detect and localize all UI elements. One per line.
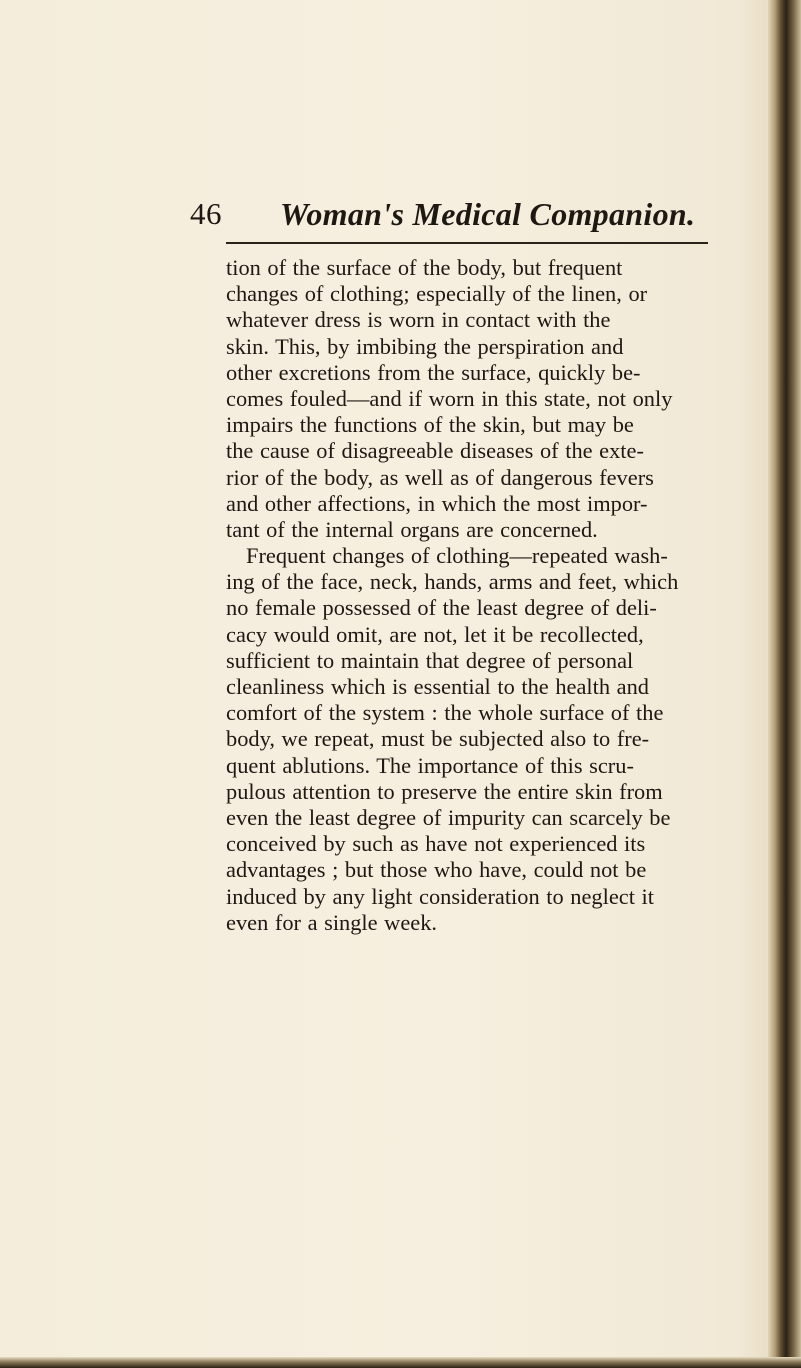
page-bottom-edge bbox=[0, 1357, 801, 1368]
text-line: and other affections, in which the most impor- bbox=[226, 490, 648, 516]
text-line: skin. This, by imbibing the perspiration and bbox=[226, 333, 624, 359]
running-title: Woman's Medical Companion. bbox=[280, 196, 696, 232]
body-text bbox=[226, 255, 713, 936]
page-binding-edge bbox=[768, 0, 801, 1368]
text-line: impairs the functions of the skin, but may be bbox=[226, 412, 634, 438]
text-line: ing of the face, neck, hands, arms and feet, which bbox=[226, 569, 679, 595]
text-line: body, we repeat, must be subjected also to fre- bbox=[226, 726, 650, 752]
text-line: changes of clothing; especially of the linen, or bbox=[226, 281, 648, 307]
text-line: even the least degree of impurity can scarcely be bbox=[226, 804, 671, 830]
text-line: comes fouled—and if worn in this state, not only bbox=[226, 385, 673, 411]
text-line: conceived by such as have not experienced its bbox=[226, 831, 646, 857]
text-line: comfort of the system : the whole surface of the bbox=[226, 700, 664, 726]
text-line: induced by any light consideration to neglect it bbox=[226, 883, 654, 909]
text-line: tion of the surface of the body, but frequent bbox=[226, 255, 623, 280]
page-number: 46 bbox=[190, 196, 222, 231]
text-line: other excretions from the surface, quickly be- bbox=[226, 359, 641, 385]
text-line: rior of the body, as well as of dangerous fevers bbox=[226, 464, 654, 490]
paragraph-start-line: Frequent changes of clothing—repeated wash- bbox=[246, 543, 668, 569]
text-line: tant of the internal organs are concerned. bbox=[226, 516, 598, 542]
text-line: whatever dress is worn in contact with the bbox=[226, 307, 611, 333]
text-line: no female possessed of the least degree of deli- bbox=[226, 595, 657, 621]
text-line: even for a single week. bbox=[226, 909, 438, 935]
text-line: sufficient to maintain that degree of personal bbox=[226, 647, 634, 673]
text-line: advantages ; but those who have, could not be bbox=[226, 857, 647, 883]
text-line: quent ablutions. The importance of this scru- bbox=[226, 752, 634, 778]
text-line: the cause of disagreeable diseases of the exte- bbox=[226, 438, 644, 464]
header-rule bbox=[226, 242, 708, 244]
text-line: cacy would omit, are not, let it be recollected, bbox=[226, 621, 644, 647]
text-line: cleanliness which is essential to the health and bbox=[226, 674, 649, 699]
text-line: pulous attention to preserve the entire skin from bbox=[226, 778, 663, 804]
page-header bbox=[190, 196, 720, 236]
